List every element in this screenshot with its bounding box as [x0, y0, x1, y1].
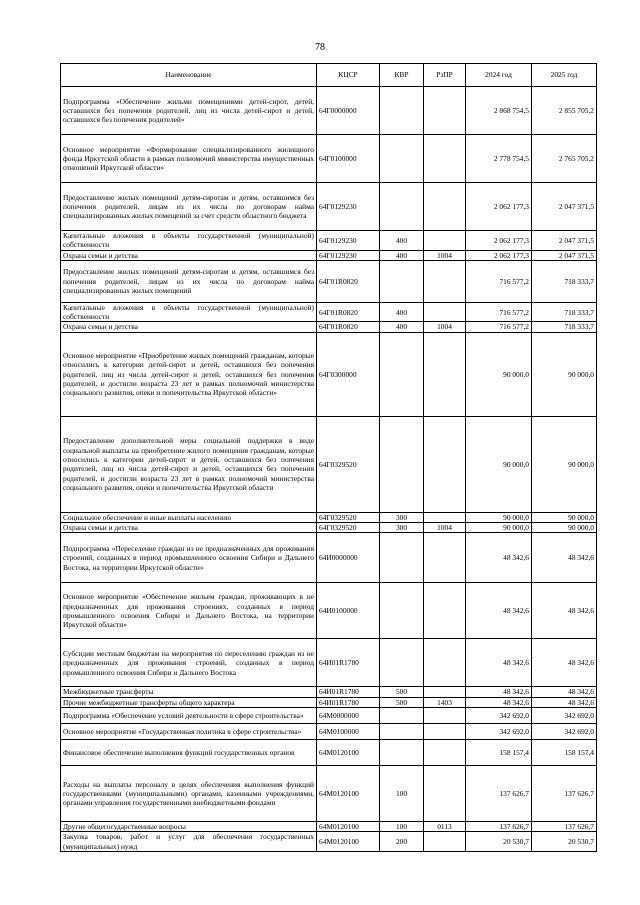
row-kcsr: 64Г0329520	[317, 512, 380, 522]
row-2024: 90 000,0	[466, 523, 532, 533]
table-row	[61, 697, 597, 707]
row-kvr	[380, 639, 424, 687]
row-name: Охрана семьи и детства	[61, 523, 317, 533]
row-name: Охрана семьи и детства	[61, 322, 317, 332]
table-row	[61, 723, 597, 739]
row-2025: 90 000,0	[532, 512, 597, 522]
row-kcsr: 64И01R1780	[317, 687, 380, 697]
row-2025: 48 342,6	[532, 697, 597, 707]
row-rzpr	[424, 231, 466, 251]
row-kcsr: 64Г0300000	[317, 332, 380, 416]
row-2025: 90 000,0	[532, 332, 597, 416]
row-kvr: 400	[380, 302, 424, 322]
row-2025: 2 765 705,2	[532, 135, 597, 183]
row-kcsr: 64Г0329520	[317, 416, 380, 512]
row-kvr	[380, 416, 424, 512]
table-row	[61, 687, 597, 697]
row-rzpr	[424, 707, 466, 723]
table-row	[61, 416, 597, 512]
row-rzpr	[424, 739, 466, 765]
row-kcsr: 64М0120100	[317, 765, 380, 821]
table-row	[61, 302, 597, 322]
row-2024: 2 062 177,3	[466, 250, 532, 260]
row-2024: 48 342,6	[466, 697, 532, 707]
table-row	[61, 135, 597, 183]
table-row	[61, 231, 597, 251]
row-2024: 137 626,7	[466, 765, 532, 821]
row-2024: 716 577,2	[466, 260, 532, 302]
row-kvr: 200	[380, 832, 424, 852]
row-kvr	[380, 723, 424, 739]
row-name: Подпрограмма «Обеспечение жильми помещениями детей-сирот, детей, оставшихся без попечения родителей, лиц из числа детей-сирот и детей, оставшихся без попечения родителей»	[61, 87, 317, 135]
row-2024: 2 778 754,5	[466, 135, 532, 183]
row-kcsr: 64Г0129230	[317, 231, 380, 251]
table-row	[61, 332, 597, 416]
table-row	[61, 523, 597, 533]
row-kvr	[380, 135, 424, 183]
row-rzpr	[424, 87, 466, 135]
row-2025: 48 342,6	[532, 687, 597, 697]
row-name: Межбюджетные трансферты	[61, 687, 317, 697]
table-row	[61, 533, 597, 583]
row-kvr: 400	[380, 231, 424, 251]
row-2024: 716 577,2	[466, 302, 532, 322]
row-2024: 716 577,2	[466, 322, 532, 332]
row-kvr	[380, 533, 424, 583]
row-kcsr: 64Г0100000	[317, 135, 380, 183]
row-name: Подпрограмма «Обеспечение условий деятельности в сфере строительства»	[61, 707, 317, 723]
row-2024: 137 626,7	[466, 821, 532, 831]
row-name: Предоставление жилых помещений детям-сиротам и детям, оставшимся без попечения родителей, лицам из их числа по договорам найма специализированных жилых помещений	[61, 260, 317, 302]
row-rzpr	[424, 302, 466, 322]
row-kvr: 500	[380, 687, 424, 697]
row-rzpr	[424, 533, 466, 583]
row-kcsr: 64М0120100	[317, 821, 380, 831]
row-kvr	[380, 183, 424, 231]
row-2024: 48 342,6	[466, 583, 532, 639]
row-kcsr: 64И0000000	[317, 533, 380, 583]
row-name: Капитальные вложения в объекты государственной (муниципальной) собственности	[61, 302, 317, 322]
row-2025: 342 692,0	[532, 707, 597, 723]
row-kcsr: 64И01R1780	[317, 697, 380, 707]
row-kvr	[380, 707, 424, 723]
header-rzpr: РзПР	[424, 64, 466, 87]
row-2025: 2 047 371,5	[532, 250, 597, 260]
row-kcsr: 64М0120100	[317, 739, 380, 765]
row-kcsr: 64И01R1780	[317, 639, 380, 687]
row-rzpr	[424, 512, 466, 522]
row-2025: 718 333,7	[532, 322, 597, 332]
table-row	[61, 639, 597, 687]
row-rzpr	[424, 765, 466, 821]
row-rzpr: 1004	[424, 250, 466, 260]
row-kcsr: 64Г01R0820	[317, 302, 380, 322]
row-kvr	[380, 332, 424, 416]
row-kcsr: 64М0000000	[317, 707, 380, 723]
table-header-row	[61, 64, 597, 87]
row-2024: 2 062 177,3	[466, 183, 532, 231]
table-row	[61, 260, 597, 302]
table-row	[61, 821, 597, 831]
table-row	[61, 512, 597, 522]
row-kcsr: 64Г0329520	[317, 523, 380, 533]
row-rzpr	[424, 832, 466, 852]
row-kvr	[380, 87, 424, 135]
row-rzpr	[424, 135, 466, 183]
table-row	[61, 250, 597, 260]
row-kcsr: 64И0100000	[317, 583, 380, 639]
row-name: Субсидии местным бюджетам на мероприятия по переселению граждан из не предназначенных для проживания строений, созданных в период промышленного освоения Сибири и Дальнего Востока	[61, 639, 317, 687]
row-2024: 342 692,0	[466, 723, 532, 739]
row-2024: 48 342,6	[466, 639, 532, 687]
row-2025: 137 626,7	[532, 765, 597, 821]
row-name: Подпрограмма «Переселение граждан из не предназначенных для проживания строений, созданных в период промышленного освоения Сибири и Дальнего Востока, на территории Иркутской области»	[61, 533, 317, 583]
row-2025: 137 626,7	[532, 821, 597, 831]
row-name: Расходы на выплаты персоналу в целях обеспечения выполнения функций государственными (муниципальными) органами, казенными учреждениями, органами управления государственными внебюджетными фондами	[61, 765, 317, 821]
row-rzpr: 1403	[424, 697, 466, 707]
row-kvr	[380, 583, 424, 639]
table-row	[61, 322, 597, 332]
row-name: Капитальные вложения в объекты государственной (муниципальной) собственности	[61, 231, 317, 251]
row-2024: 90 000,0	[466, 416, 532, 512]
header-kcsr: КЦСР	[317, 64, 380, 87]
table-row	[61, 832, 597, 852]
row-2024: 342 692,0	[466, 707, 532, 723]
table-row	[61, 765, 597, 821]
row-2024: 48 342,6	[466, 687, 532, 697]
table-row	[61, 583, 597, 639]
row-rzpr	[424, 416, 466, 512]
table-row	[61, 183, 597, 231]
row-rzpr	[424, 332, 466, 416]
row-kvr: 300	[380, 523, 424, 533]
row-rzpr: 0113	[424, 821, 466, 831]
row-name: Охрана семьи и детства	[61, 250, 317, 260]
row-kvr: 100	[380, 765, 424, 821]
row-kcsr: 64М0100000	[317, 723, 380, 739]
row-kvr: 300	[380, 512, 424, 522]
row-kcsr: 64Г0129230	[317, 183, 380, 231]
row-rzpr: 1004	[424, 322, 466, 332]
row-rzpr	[424, 687, 466, 697]
budget-table	[60, 63, 597, 852]
row-kcsr: 64Г0129230	[317, 250, 380, 260]
row-kvr	[380, 260, 424, 302]
row-name: Основное мероприятие «Государственная политика в сфере строительства»	[61, 723, 317, 739]
row-rzpr	[424, 260, 466, 302]
row-2025: 48 342,6	[532, 533, 597, 583]
row-rzpr	[424, 639, 466, 687]
row-2025: 20 530,7	[532, 832, 597, 852]
row-2024: 90 000,0	[466, 512, 532, 522]
row-2025: 158 157,4	[532, 739, 597, 765]
row-name: Другие общегосударственные вопросы	[61, 821, 317, 831]
row-2024: 90 000,0	[466, 332, 532, 416]
table-row	[61, 707, 597, 723]
row-kcsr: 64М0120100	[317, 832, 380, 852]
row-name: Предоставление жилых помещений детям-сиротам и детям, оставшимся без попечения родителей, лицам из их числа по договорам найма специализированных жилых помещений за счет средств областного бюджета	[61, 183, 317, 231]
row-kvr: 100	[380, 821, 424, 831]
row-2024: 2 062 177,3	[466, 231, 532, 251]
row-2024: 158 157,4	[466, 739, 532, 765]
row-name: Основное мероприятие «Приобретение жилых помещений гражданам, которые относились к категории детей-сирот и детей, оставшихся без попечения родителей, лиц из числа детей-сирот и детей, оставшихся без попечения родителей, и достигли возраста 23 лет в рамках полномочий министерства социального развития, опеки и попечительства Иркутской области»	[61, 332, 317, 416]
row-2025: 2 047 371,5	[532, 183, 597, 231]
row-kvr: 400	[380, 250, 424, 260]
row-kcsr: 64Г0000000	[317, 87, 380, 135]
row-rzpr	[424, 583, 466, 639]
row-name: Прочие межбюджетные трансферты общего характера	[61, 697, 317, 707]
header-name: Наименование	[61, 64, 317, 87]
row-rzpr	[424, 183, 466, 231]
row-kcsr: 64Г01R0820	[317, 322, 380, 332]
row-kvr: 500	[380, 697, 424, 707]
table-row	[61, 739, 597, 765]
row-2024: 48 342,6	[466, 533, 532, 583]
header-2025: 2025 год	[532, 64, 597, 87]
row-2025: 342 692,0	[532, 723, 597, 739]
row-name: Предоставление дополнительной меры социальной поддержки в виде социальной выплаты на приобретение жилого помещения гражданам, которые относились к категории детей-сирот и детей, оставшихся без попечения родителей, лиц из числа детей-сирот и детей, оставшихся без попечения родителей, и достигли возраста 23 лет в рамках полномочий министерства социального развития, опеки и попечительства Иркутской области	[61, 416, 317, 512]
row-name: Основное мероприятие «Формирование специализированного жилищного фонда Иркутской области в рамках полномочий министерства имущественных отношений Иркутской области»	[61, 135, 317, 183]
row-name: Основное мероприятие «Обеспечение жильем граждан, проживающих в не предназначенных для проживания строениях, созданных в период промышленного освоения Сибири и Дальнего Востока, на территории Иркутской области»	[61, 583, 317, 639]
row-name: Социальное обеспечение и иные выплаты населению	[61, 512, 317, 522]
row-2025: 2 855 705,2	[532, 87, 597, 135]
row-2025: 2 047 371,5	[532, 231, 597, 251]
header-kvr: КВР	[380, 64, 424, 87]
row-rzpr: 1004	[424, 523, 466, 533]
row-rzpr	[424, 723, 466, 739]
row-2025: 90 000,0	[532, 416, 597, 512]
row-name: Закупка товаров, работ и услуг для обеспечения государственных (муниципальных) нужд	[61, 832, 317, 852]
row-2024: 2 868 754,5	[466, 87, 532, 135]
row-2025: 48 342,6	[532, 639, 597, 687]
row-kvr	[380, 739, 424, 765]
row-2024: 20 530,7	[466, 832, 532, 852]
row-2025: 718 333,7	[532, 260, 597, 302]
row-2025: 48 342,6	[532, 583, 597, 639]
table-row	[61, 87, 597, 135]
row-2025: 90 000,0	[532, 523, 597, 533]
row-2025: 718 333,7	[532, 302, 597, 322]
row-name: Финансовое обеспечение выполнения функций государственных органов	[61, 739, 317, 765]
page-number: 78	[315, 42, 325, 53]
header-2024: 2024 год	[466, 64, 532, 87]
row-kvr: 400	[380, 322, 424, 332]
row-kcsr: 64Г01R0820	[317, 260, 380, 302]
